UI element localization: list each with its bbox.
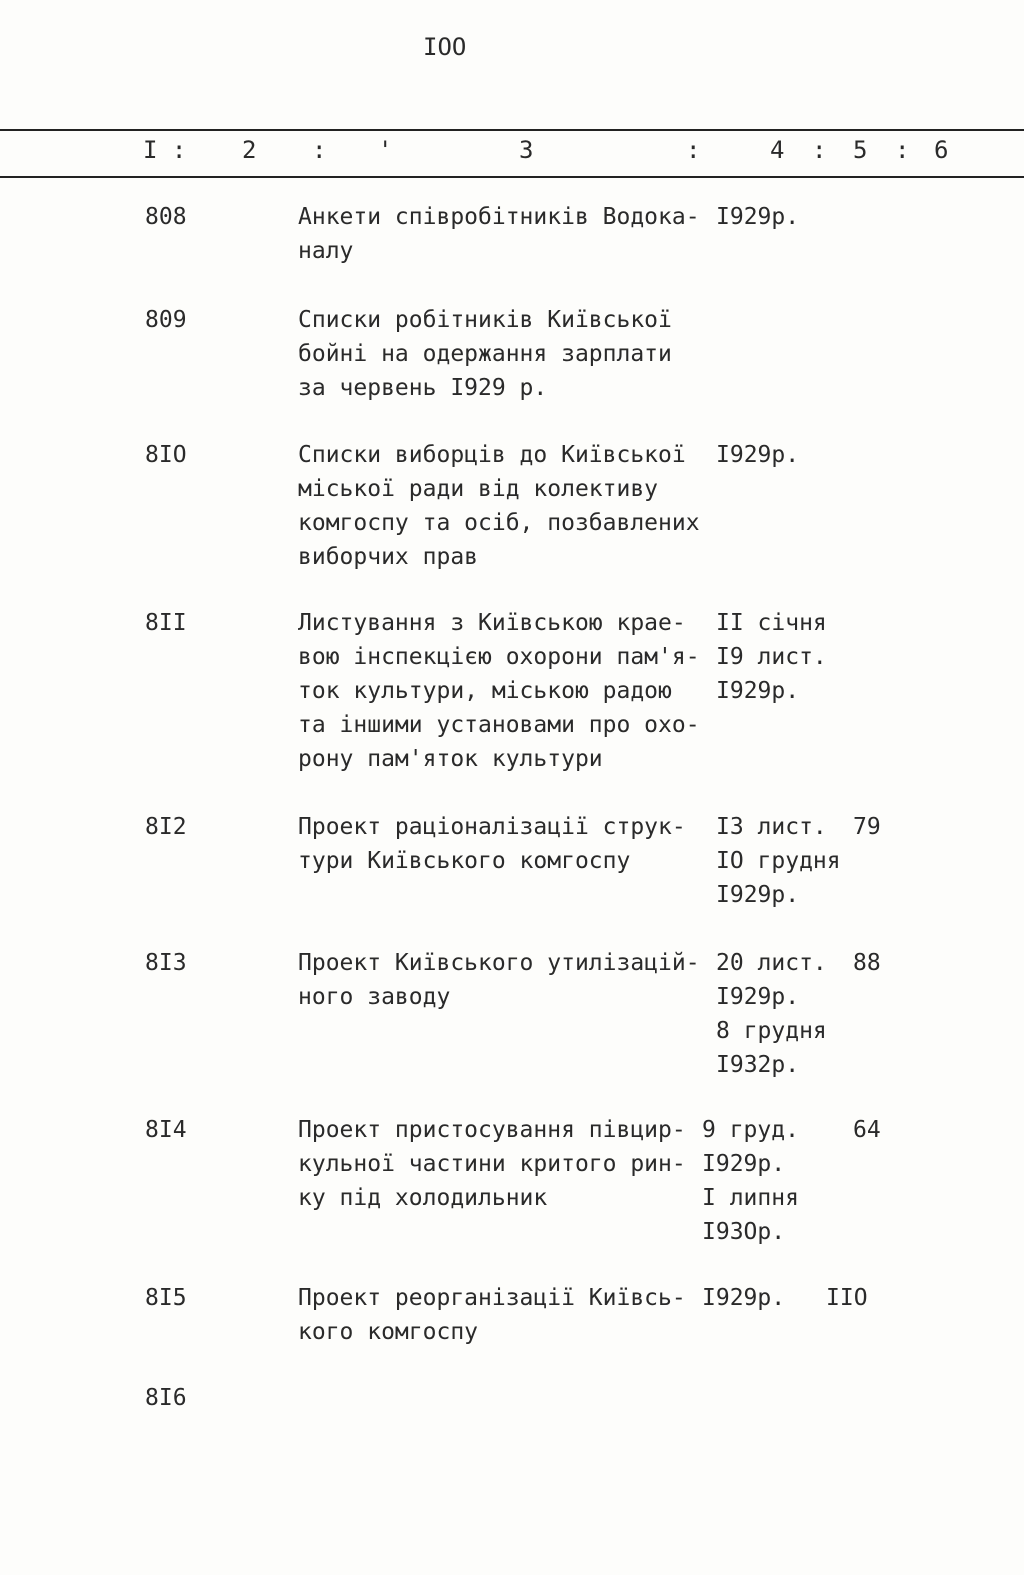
header-top-rule — [0, 129, 1024, 131]
date-line: 8 грудня — [716, 1018, 827, 1044]
item-dates — [702, 1281, 832, 1315]
date-line: 9 груд. — [702, 1117, 799, 1143]
description-line: та іншими установами про охо- — [298, 712, 700, 738]
date-line: I929р. — [716, 442, 800, 468]
date-line: IO грудня — [716, 848, 841, 874]
item-description — [298, 606, 708, 776]
description-line: налу — [298, 238, 354, 264]
date-line: I929р. — [716, 678, 800, 704]
date-line: I3 лист. — [716, 814, 827, 840]
description-line: рону пам'яток культури — [298, 746, 603, 772]
description-line: міської ради від колективу — [298, 476, 659, 502]
date-line: I929р. — [702, 1285, 786, 1311]
sheet-count: IIO — [826, 1285, 868, 1311]
date-line: I929р. — [716, 984, 800, 1010]
header-separator: : — [895, 136, 910, 164]
description-line: за червень I929 р. — [298, 375, 548, 401]
date-line: I липня — [702, 1185, 799, 1211]
item-dates — [716, 438, 846, 472]
description-line: Проект раціоналізації струк- — [298, 814, 686, 840]
description-line: Листування з Київською крае- — [298, 610, 686, 636]
header-col-3: 3 — [519, 136, 534, 164]
item-number: 8I2 — [145, 814, 187, 840]
item-dates — [702, 1113, 832, 1249]
sheet-count: 79 — [853, 814, 881, 840]
item-number: 8I3 — [145, 950, 187, 976]
item-number: 8IO — [145, 442, 187, 468]
item-description — [298, 1281, 708, 1349]
description-line: Проект пристосування півцир- — [298, 1117, 686, 1143]
item-description — [298, 810, 708, 878]
header-col-1: I : — [143, 136, 187, 164]
item-number: 8II — [145, 610, 187, 636]
description-line: кого комгоспу — [298, 1319, 479, 1345]
description-line: тури Київського комгоспу — [298, 848, 631, 874]
description-line: Проект Київського утилізацій- — [298, 950, 700, 976]
table-header — [0, 136, 1024, 166]
sheet-count: 64 — [853, 1117, 881, 1143]
date-line: II січня — [716, 610, 827, 636]
item-dates — [716, 810, 846, 912]
item-description — [298, 1113, 708, 1215]
description-line: Списки виборців до Київської — [298, 442, 686, 468]
description-line: Проект реорганізації Київсь- — [298, 1285, 686, 1311]
item-number: 8I4 — [145, 1117, 187, 1143]
header-tick: ' — [378, 136, 393, 164]
description-line: ку під холодильник — [298, 1185, 548, 1211]
description-line: Анкети співробітників Водока- — [298, 204, 700, 230]
item-dates — [716, 606, 846, 708]
description-line: комгоспу та осіб, позбавлених — [298, 510, 700, 536]
date-line: I932р. — [716, 1052, 800, 1078]
item-description — [298, 438, 708, 574]
item-number: 808 — [145, 204, 187, 230]
header-col-2: 2 — [242, 136, 257, 164]
date-line: I929р. — [702, 1151, 786, 1177]
header-bottom-rule — [0, 176, 1024, 178]
date-line: I93Oр. — [702, 1219, 786, 1245]
header-col-5: 5 — [853, 136, 868, 164]
date-line: I929р. — [716, 882, 800, 908]
description-line: ного заводу — [298, 984, 451, 1010]
date-line: 20 лист. — [716, 950, 827, 976]
header-col-4: 4 — [770, 136, 785, 164]
item-description — [298, 946, 708, 1014]
description-line: бойні на одержання зарплати — [298, 341, 672, 367]
item-description — [298, 303, 708, 405]
item-dates — [716, 946, 846, 1082]
header-separator: : — [812, 136, 827, 164]
date-line: I9 лист. — [716, 644, 827, 670]
sheet-count: 88 — [853, 950, 881, 976]
item-description — [298, 200, 708, 268]
description-line: вою інспекцією охорони пам'я- — [298, 644, 700, 670]
item-number: 8I5 — [145, 1285, 187, 1311]
description-line: виборчих прав — [298, 544, 479, 570]
item-number: 809 — [145, 307, 187, 333]
header-separator: : — [686, 136, 701, 164]
header-separator: : — [312, 136, 327, 164]
date-line: I929р. — [716, 204, 800, 230]
header-col-6: 6 — [934, 136, 949, 164]
page-number: IOO — [423, 33, 467, 61]
description-line: ток культури, міською радою — [298, 678, 672, 704]
item-number: 8I6 — [145, 1385, 187, 1411]
description-line: Списки робітників Київської — [298, 307, 672, 333]
item-dates — [716, 200, 846, 234]
description-line: кульної частини критого рин- — [298, 1151, 686, 1177]
